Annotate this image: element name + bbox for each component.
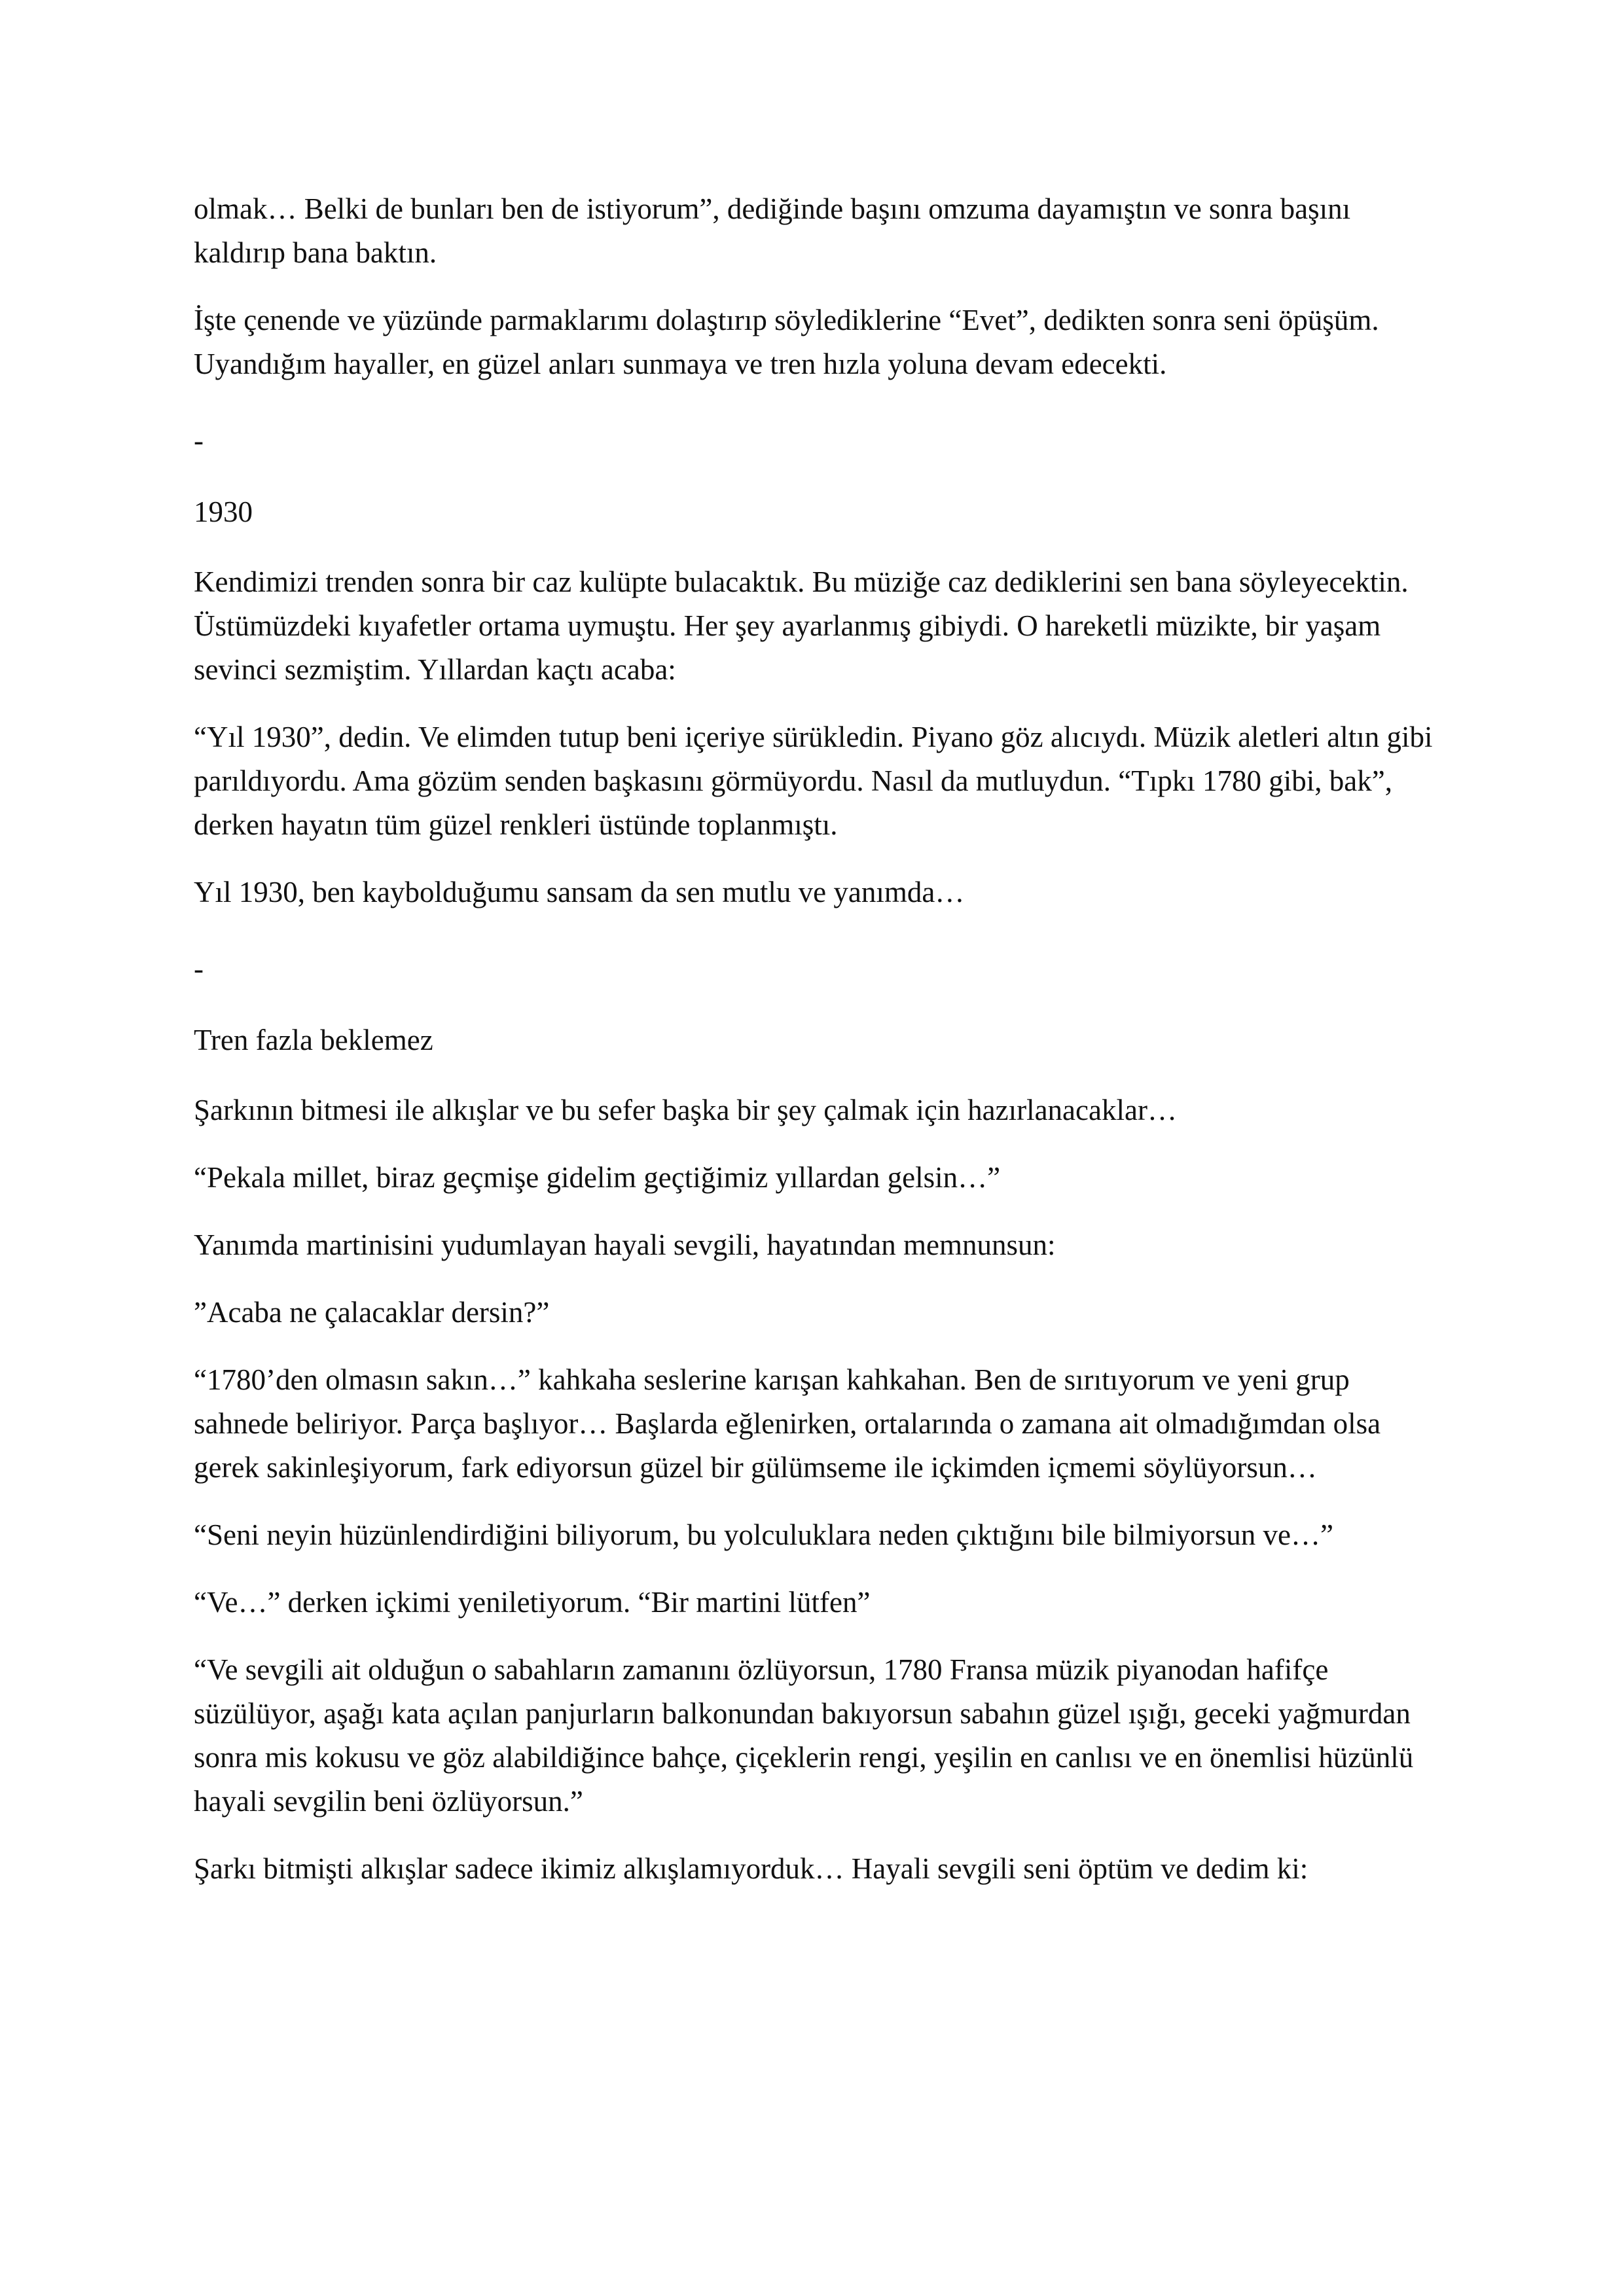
section-separator: - (194, 424, 204, 457)
paragraph: Yanımda martinisini yudumlayan hayali sevgili, hayatından memnunsun: (194, 1229, 1056, 1261)
paragraph: “Seni neyin hüzünlendirdiğini biliyorum, bu yolculuklara neden çıktığını bile bilmiyorsun ve…” (194, 1518, 1333, 1551)
paragraph: “Ve sevgili ait olduğun o sabahların zamanını özlüyorsun, 1780 Fransa müzik piyanodan hafifçe süzülüyor, aşağı kata açılan panjurların balkonundan bakıyorsun sabahın güzel ışığı, geceki yağmurdan sonra mis kokusu ve göz alabildiğince bahçe, çiçeklerin rengi, yeşilin en canlısı ve en önemlisi hüzünlü hayali sevgilin beni özlüyorsun.” (194, 1653, 1414, 1818)
paragraph: “1780’den olmasın sakın…” kahkaha seslerine karışan kahkahan. Ben de sırıtıyorum ve yeni grup sahnede beliriyor. Parça başlıyor… Başlarda eğlenirken, ortalarında o zamana ait olmadığımdan olsa gerek sakinleşiyorum, fark ediyorsun güzel bir gülümseme ile içkimden içmemi söylüyorsun… (194, 1363, 1381, 1484)
paragraph: “Yıl 1930”, dedin. Ve elimden tutup beni içeriye sürükledin. Piyano göz alıcıydı. Müzik aletleri altın gibi parıldıyordu. Ama gözüm senden başkasını görmüyordu. Nasıl da mutluydun. “Tıpkı 1780 gibi, bak”, derken hayatın tüm güzel renkleri üstünde toplanmıştı. (194, 721, 1433, 841)
paragraph: olmak… Belki de bunları ben de istiyorum”, dediğinde başını omzuma dayamıştın ve sonra başını kaldırıp bana baktın. (194, 192, 1351, 269)
paragraph: Kendimizi trenden sonra bir caz kulüpte bulacaktık. Bu müziğe caz dediklerini sen bana söyleyecektin. Üstümüzdeki kıyafetler ortama uymuştu. Her şey ayarlanmış gibiydi. O hareketli müzikte, bir yaşam sevinci sezmiştim. Yıllardan kaçtı acaba: (194, 565, 1409, 686)
section-separator: - (194, 952, 204, 985)
paragraph: Şarkı bitmişti alkışlar sadece ikimiz alkışlamıyorduk… Hayali sevgili seni öptüm ve dedim ki: (194, 1852, 1308, 1885)
section-heading: Tren fazla beklemez (194, 1024, 433, 1056)
paragraph: ”Acaba ne çalacaklar dersin?” (194, 1296, 550, 1329)
paragraph: “Ve…” derken içkimi yeniletiyorum. “Bir martini lütfen” (194, 1586, 871, 1619)
paragraph: Şarkının bitmesi ile alkışlar ve bu sefer başka bir şey çalmak için hazırlanacaklar… (194, 1094, 1177, 1126)
paragraph: “Pekala millet, biraz geçmişe gidelim geçtiğimiz yıllardan gelsin…” (194, 1161, 1001, 1194)
paragraph: İşte çenende ve yüzünde parmaklarımı dolaştırıp söylediklerine “Evet”, dedikten sonra seni öpüşüm. Uyandığım hayaller, en güzel anları sunmaya ve tren hızla yoluna devam edecekti. (194, 304, 1379, 380)
paragraph: Yıl 1930, ben kaybolduğumu sansam da sen mutlu ve yanımda… (194, 876, 965, 908)
section-heading: 1930 (194, 495, 253, 528)
document-page (194, 187, 1437, 1914)
